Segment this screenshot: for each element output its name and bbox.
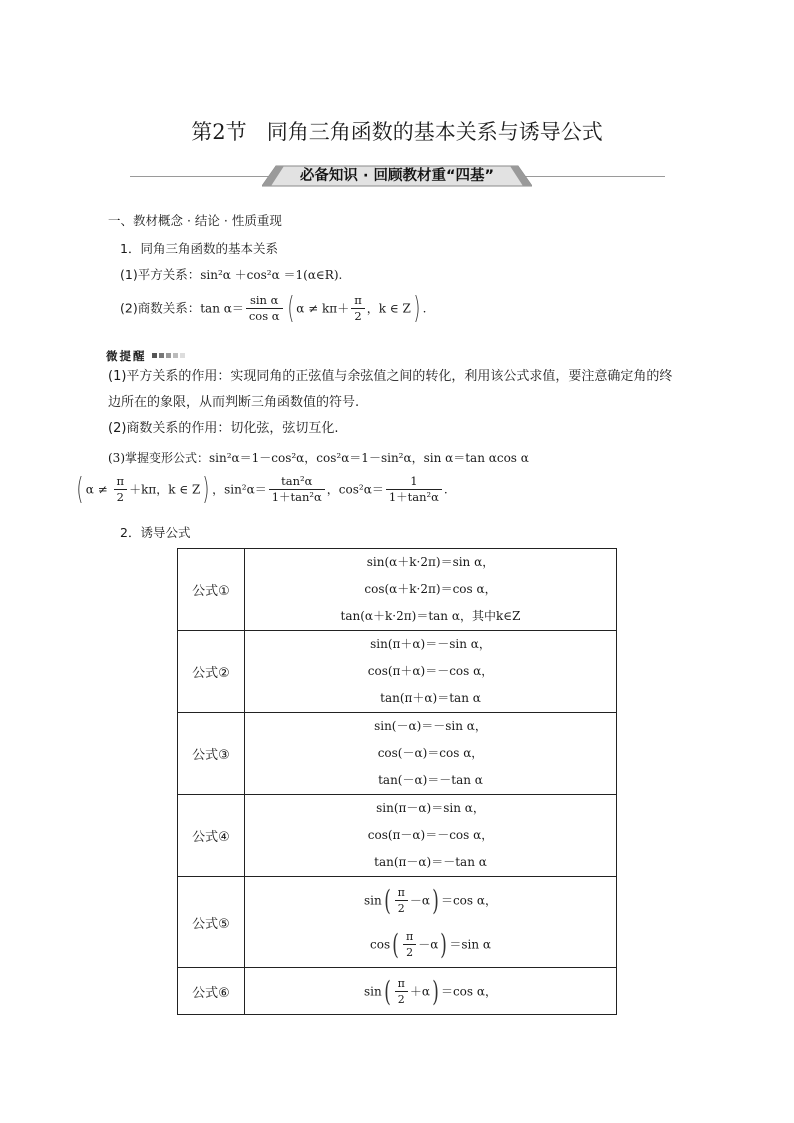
pi-over-two: [403, 929, 416, 960]
quot-cond2: ，k ∈ Z: [366, 301, 411, 316]
pi: π: [403, 929, 416, 945]
tip-label: 微提醒: [106, 349, 147, 363]
title-prefix: 第: [191, 120, 213, 144]
banner-rule-right: [515, 176, 665, 177]
formula-label: 公式③: [178, 713, 245, 795]
section-heading: 一、教材概念 · 结论 · 性质重现: [108, 213, 282, 228]
formula-body: [245, 713, 617, 795]
pi: π: [395, 885, 408, 901]
two: 2: [116, 490, 124, 504]
formula-body: [245, 795, 617, 877]
p3b-end: .: [443, 482, 448, 497]
right-paren: ): [432, 974, 439, 1008]
fn-result: ＝cos α，: [440, 893, 497, 908]
tip-square-icon: [166, 353, 171, 358]
quot-cond1: α ≠ kπ＋: [296, 301, 350, 316]
banner-rule-left: [130, 176, 280, 177]
title-num: 2: [212, 120, 226, 144]
quot-num: sin α: [246, 293, 283, 309]
tip-heading: [106, 345, 187, 364]
quot-fraction: [246, 293, 283, 324]
tip-square-icon: [180, 353, 185, 358]
formula-line: [245, 922, 616, 966]
two: 2: [397, 993, 405, 1006]
item-heading-2: 2．诱导公式: [120, 525, 191, 540]
formula-line: sin(－α)＝－sin α，: [374, 719, 487, 733]
formula-line: cos(π＋α)＝－cos α，: [367, 664, 494, 678]
pi-over-two: [395, 976, 408, 1007]
tip-square-icon: [159, 353, 164, 358]
p3b-s: ，sin²α＝: [212, 482, 267, 497]
pi: π: [395, 976, 408, 992]
tip-p2: (2)商数关系的作用：切化弦，弦切互化.: [108, 421, 339, 436]
pi-over-two: [114, 474, 128, 505]
fn-op: ＋α: [409, 984, 431, 999]
pythag-label: (1)平方关系：: [120, 267, 201, 282]
cos-sq-den: 1＋tan²α: [388, 490, 439, 504]
tip-p3a: [108, 449, 529, 467]
table-row: [178, 631, 617, 713]
pi-over-two: [351, 293, 365, 324]
formula-label: 公式①: [178, 549, 245, 631]
formula-line: tan(－α)＝－tan α: [378, 773, 483, 787]
right-paren: ): [413, 290, 421, 326]
pythagorean-relation: [120, 266, 342, 284]
quotient-relation: [120, 290, 427, 331]
pi: π: [114, 474, 128, 490]
sin-sq-num: tan²α: [269, 474, 325, 490]
quot-end: .: [422, 301, 427, 316]
table-row: [178, 549, 617, 631]
formula-line: tan(π－α)＝－tan α: [374, 855, 487, 869]
pi-over-two: [395, 885, 408, 916]
fn-result: ＝cos α，: [440, 984, 497, 999]
left-paren: (: [383, 883, 391, 917]
formula-label: 公式②: [178, 631, 245, 713]
formula-line: [245, 969, 616, 1013]
sin-sq-den: 1＋tan²α: [271, 490, 322, 504]
fn-name: cos: [370, 937, 391, 952]
right-paren: ): [202, 471, 210, 507]
fn-op: －α: [418, 937, 439, 952]
two: 2: [397, 902, 405, 915]
table-row: [178, 795, 617, 877]
left-paren: (: [383, 974, 391, 1008]
formula-label: 公式⑥: [178, 968, 245, 1015]
table-row: [178, 713, 617, 795]
formula-line: [245, 878, 616, 922]
cos-sq-num: 1: [386, 474, 442, 490]
pythag-formula: sin²α ＋cos²α ＝1(α∈R).: [200, 268, 343, 282]
formula-line: cos(－α)＝cos α，: [377, 746, 484, 760]
formula-label: 公式④: [178, 795, 245, 877]
quot-lhs: tan α＝: [200, 301, 244, 316]
fn-name: sin: [364, 984, 382, 999]
quot-label: (2)商数关系：: [120, 300, 201, 316]
formula-body: [245, 549, 617, 631]
left-paren: (: [286, 290, 294, 326]
left-paren: (: [392, 927, 399, 961]
left-paren: (: [76, 471, 84, 507]
section-banner: [262, 164, 532, 188]
formula-line: sin(α＋k·2π)＝sin α，: [366, 555, 495, 569]
formula-body: [245, 968, 617, 1015]
formula-line: sin(π＋α)＝－sin α，: [370, 637, 491, 651]
sin-sq-fraction: [269, 474, 325, 505]
fn-name: sin: [364, 893, 382, 908]
tip-square-icon: [152, 353, 157, 358]
two: 2: [406, 946, 414, 959]
formula-line: sin(π－α)＝sin α，: [376, 801, 485, 815]
right-paren: ): [432, 883, 439, 917]
quot-den: cos α: [248, 309, 280, 323]
formula-line: tan(π＋α)＝tan α: [380, 691, 481, 705]
fn-op: －α: [409, 893, 431, 908]
tip-p1b: 边所在的象限，从而判断三角函数值的符号.: [108, 395, 360, 410]
banner-text: 必备知识 · 回顾教材重“四基”: [299, 168, 495, 184]
tip-p1a: (1)平方关系的作用：实现同角的正弦值与余弦值之间的转化，利用该公式求值，要注意确定角的终: [108, 369, 673, 384]
p3b-k: ＋kπ，k ∈ Z: [129, 482, 201, 497]
table-row: [178, 968, 617, 1015]
page-title: [0, 116, 794, 146]
formula-body: [245, 631, 617, 713]
fn-result: ＝sin α: [449, 937, 491, 952]
formula-line: cos(α＋k·2π)＝cos α，: [364, 582, 497, 596]
tip-p3a-text: (3)掌握变形公式：sin²α＝1－cos²α，cos²α＝1－sin²α，sin α＝tan αcos α: [108, 451, 529, 465]
formula-body: [245, 877, 617, 968]
title-name: 同角三角函数的基本关系与诱导公式: [266, 120, 603, 144]
title-suffix: 节: [225, 120, 247, 144]
formula-line: tan(α＋k·2π)＝tan α，其中k∈Z: [340, 609, 521, 623]
formula-table: [177, 548, 617, 1015]
formula-line: cos(π－α)＝－cos α，: [367, 828, 494, 842]
cos-sq-fraction: [386, 474, 442, 505]
formula-label: 公式⑤: [178, 877, 245, 968]
item-heading-1: 1．同角三角函数的基本关系: [120, 241, 278, 256]
two: 2: [354, 309, 362, 323]
table-row: [178, 877, 617, 968]
right-paren: ): [440, 927, 448, 961]
tip-p3b: [74, 471, 448, 514]
p3b-cond: α ≠: [85, 482, 112, 497]
p3b-c: ，cos²α＝: [326, 482, 384, 497]
tip-square-icon: [173, 353, 178, 358]
pi: π: [351, 293, 365, 309]
